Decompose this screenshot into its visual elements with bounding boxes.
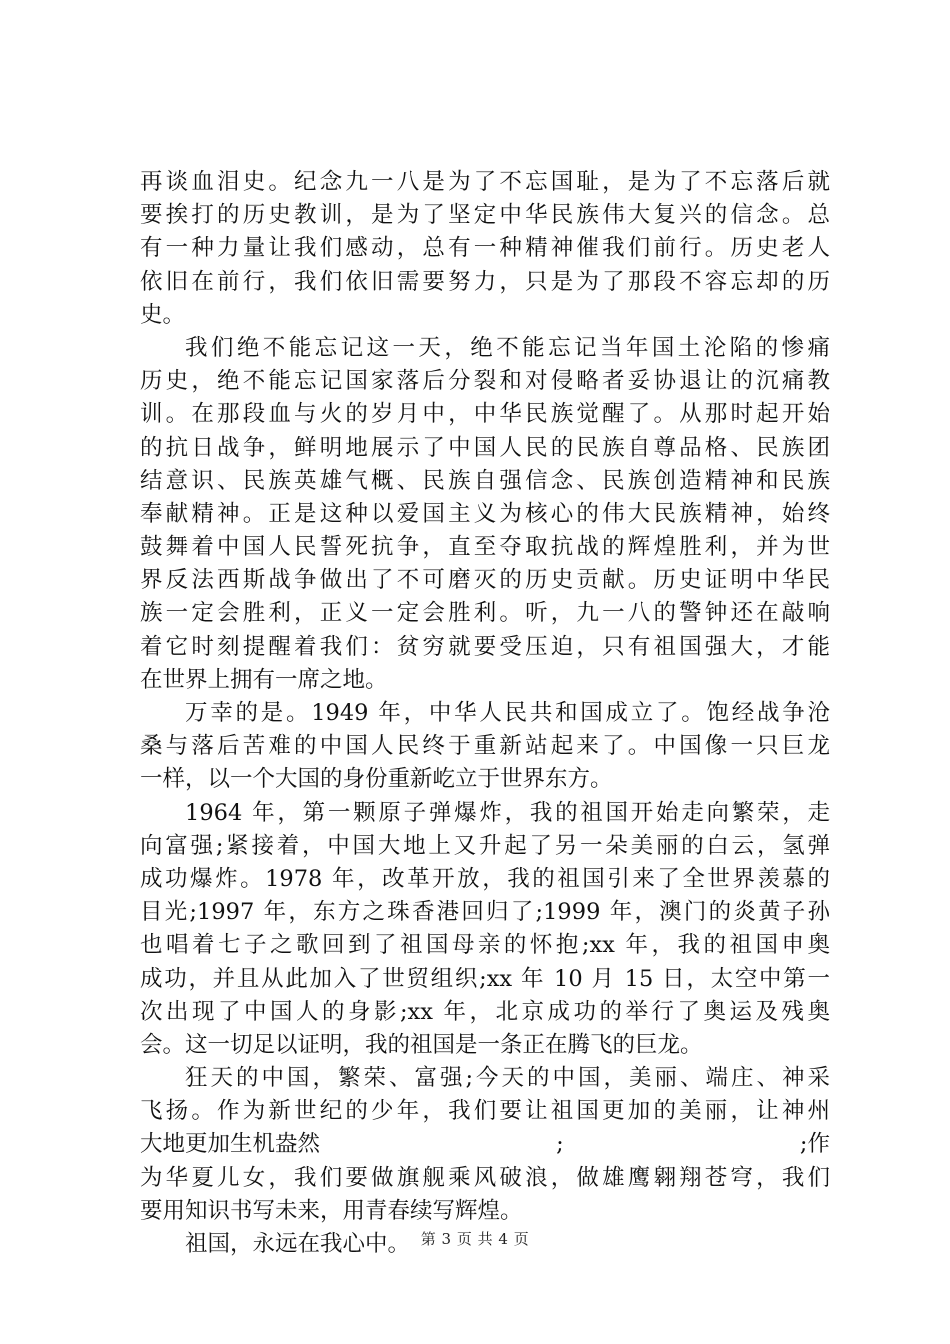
text-line: 鼓舞着中国人民誓死抗争，直至夺取抗战的辉煌胜利，并为世 <box>140 534 830 561</box>
text-line: 狂天的中国，繁荣、富强;今天的中国，美丽、端庄、神采 <box>185 1065 830 1092</box>
text-segment: 大地更加生机盎然 <box>140 1131 321 1158</box>
text-line: 要用知识书写未来，用青春续写辉煌。 <box>140 1197 523 1224</box>
text-line: 成功，并且从此加入了世贸组织;xx 年 10 月 15 日，太空中第一 <box>140 965 830 992</box>
text-line: 一样，以一个大国的身份重新屹立于世界东方。 <box>140 766 613 793</box>
text-line: 也唱着七子之歌回到了祖国母亲的怀抱;xx 年，我的祖国申奥 <box>140 932 830 959</box>
page-footer: 第 3 页 共 4 页 <box>420 1230 530 1248</box>
text-line: 着它时刻提醒着我们：贫穷就要受压迫，只有祖国强大，才能 <box>140 633 830 660</box>
text-line: 的抗日战争，鲜明地展示了中国人民的民族自尊品格、民族团 <box>140 434 830 461</box>
text-line: 为华夏儿女，我们要做旗舰乘风破浪，做雄鹰翱翔苍穹，我们 <box>140 1164 830 1191</box>
document-body <box>140 166 830 1261</box>
text-line: 有一种力量让我们感动，总有一种精神催我们前行。历史老人 <box>140 235 830 262</box>
text-line: 1964 年，第一颗原子弹爆炸，我的祖国开始走向繁荣，走 <box>185 799 830 826</box>
text-line: 历史，绝不能忘记国家落后分裂和对侵略者妥协退让的沉痛教 <box>140 368 830 395</box>
text-segment: ;作 <box>799 1131 830 1158</box>
text-line: 飞扬。作为新世纪的少年，我们要让祖国更加的美丽，让神州 <box>140 1098 830 1125</box>
text-line-with-gaps <box>140 1128 830 1161</box>
text-line: 界反法西斯战争做出了不可磨灭的历史贡献。历史证明中华民 <box>140 567 830 594</box>
text-line: 目光;1997 年，东方之珠香港回归了;1999 年，澳门的炎黄子孙 <box>140 899 830 926</box>
text-line: 向富强;紧接着，中国大地上又升起了另一朵美丽的白云，氢弹 <box>140 832 830 859</box>
text-line: 万幸的是。1949 年，中华人民共和国成立了。饱经战争沧 <box>185 700 830 726</box>
text-line: 再谈血泪史。纪念九一八是为了不忘国耻，是为了不忘落后就 <box>140 169 830 195</box>
text-line: 族一定会胜利，正义一定会胜利。听，九一八的警钟还在敲响 <box>140 600 830 627</box>
text-line: 史。 <box>140 301 186 328</box>
text-line: 奉献精神。正是这种以爱国主义为核心的伟大民族精神，始终 <box>140 500 830 527</box>
text-line: 次出现了中国人的身影;xx 年，北京成功的举行了奥运及残奥 <box>140 998 830 1025</box>
text-line: 成功爆炸。1978 年，改革开放，我的祖国引来了全世界羡慕的 <box>140 865 830 892</box>
text-line: 在世界上拥有一席之地。 <box>140 666 388 693</box>
text-segment: ; <box>556 1131 564 1158</box>
text-line: 祖国，永远在我心中。 <box>185 1231 411 1257</box>
text-line: 训。在那段血与火的岁月中，中华民族觉醒了。从那时起开始 <box>140 401 830 428</box>
text-line: 会。这一切足以证明，我的祖国是一条正在腾飞的巨龙。 <box>140 1031 703 1058</box>
text-line: 桑与落后苦难的中国人民终于重新站起来了。中国像一只巨龙 <box>140 733 830 760</box>
text-line: 我们绝不能忘记这一天，绝不能忘记当年国土沦陷的惨痛 <box>185 334 830 361</box>
text-line: 依旧在前行，我们依旧需要努力，只是为了那段不容忘却的历 <box>140 268 830 295</box>
text-line: 结意识、民族英雄气概、民族自强信念、民族创造精神和民族 <box>140 467 830 494</box>
paragraph-lines <box>140 166 830 1128</box>
text-line: 要挨打的历史教训，是为了坚定中华民族伟大复兴的信念。总 <box>140 202 830 229</box>
